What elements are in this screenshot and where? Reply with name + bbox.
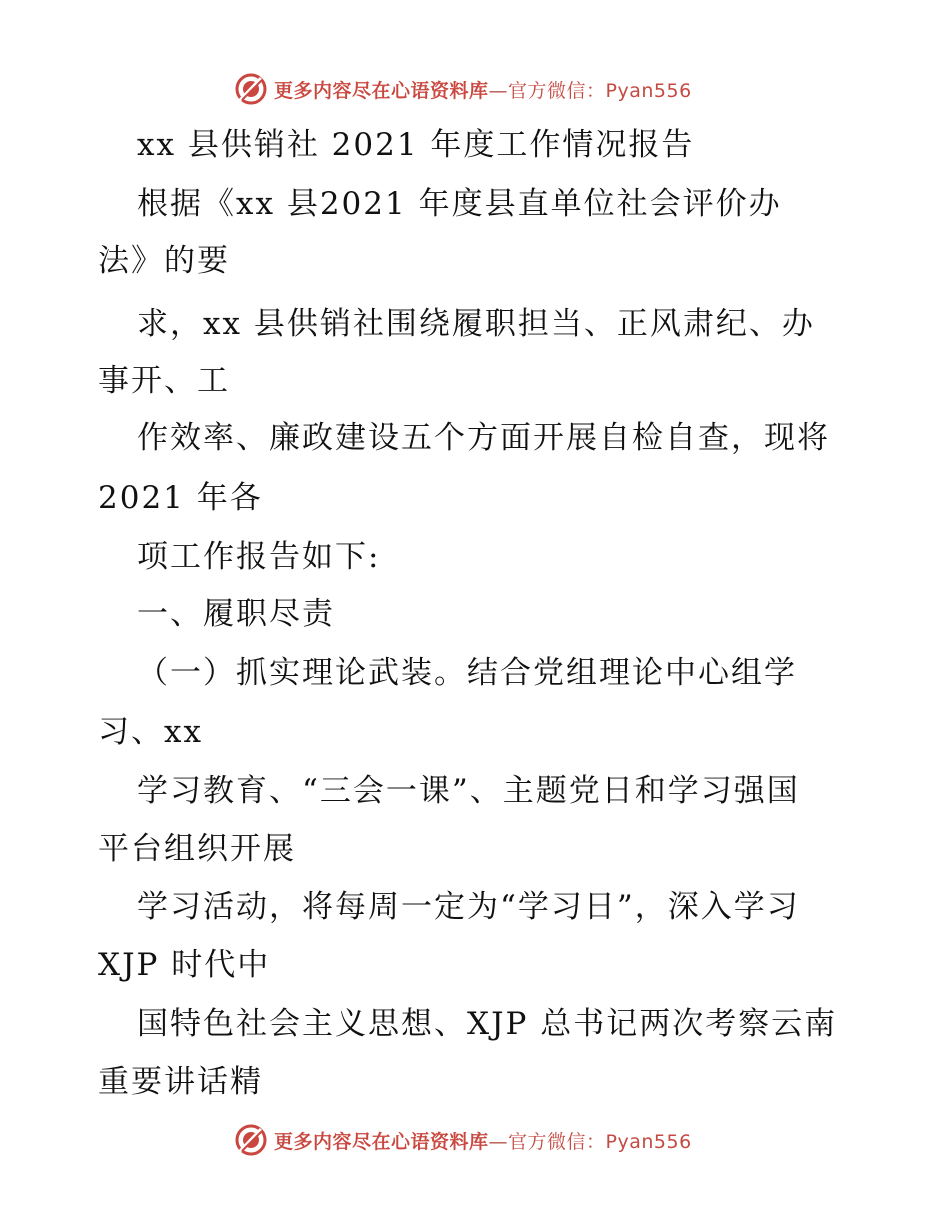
text-line: 平台组织开展 [98,831,296,867]
text-line: 求，xx 县供销社围绕履职担当、正风肃纪、办 [137,306,815,342]
watermark-contact-text: 官方微信：Pyan556 [508,1130,692,1153]
watermark-text [274,1127,692,1154]
watermark-contact-text: 官方微信：Pyan556 [508,79,692,102]
text-line: 国特色社会主义思想、XJP 总书记两次考察云南 [137,1006,838,1042]
section-heading: 一、履职尽责 [137,596,335,632]
watermark-banner-bottom [234,1123,692,1157]
subsection-heading: （一）抓实理论武装。结合党组理论中心组学 [137,655,797,691]
text-line: 作效率、廉政建设五个方面开展自检自查，现将 [137,420,830,456]
watermark-main-text: 更多内容尽在心语资料库 [274,1130,489,1153]
text-line: 学习活动，将每周一定为“学习日”，深入学习 [137,889,800,925]
text-line: 根据《xx 县2021 年度县直单位社会评价办 [137,186,782,222]
text-line: 2021 年各 [98,480,263,516]
text-line: 项工作报告如下: [137,539,381,575]
text-line: 事开、工 [98,363,230,399]
document-title: xx 县供销社 2021 年度工作情况报告 [137,127,695,163]
pen-seal-icon [234,1123,268,1157]
watermark-dash: — [488,79,509,102]
text-line: XJP 时代中 [98,947,271,983]
watermark-main-text: 更多内容尽在心语资料库 [274,79,489,102]
watermark-dash: — [488,1130,509,1153]
text-line: 学习教育、“三会一课”、主题党日和学习强国 [137,773,800,809]
text-line: 习、xx [98,714,203,750]
text-line: 法》的要 [98,243,230,279]
text-line: 重要讲话精 [98,1064,263,1100]
